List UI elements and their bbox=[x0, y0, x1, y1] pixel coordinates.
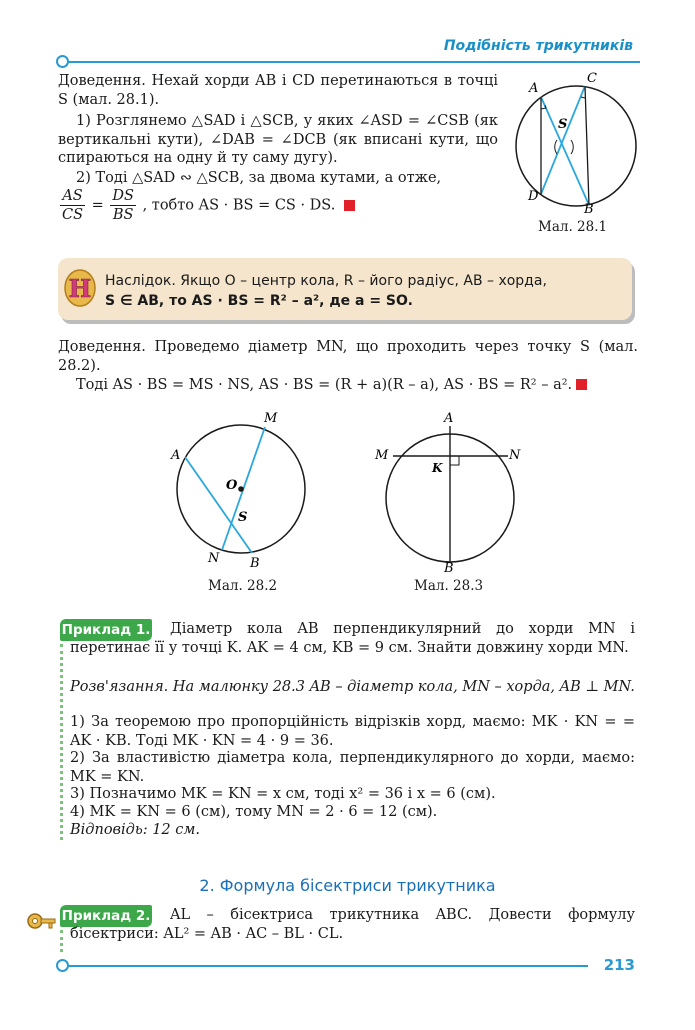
corollary-line2: S ∈ AB, то AS · BS = R² – a², де a = SO. bbox=[105, 293, 413, 310]
fig282-label-s: S bbox=[238, 510, 248, 525]
proof1-formula bbox=[58, 187, 498, 224]
example1-answer: Відповідь: 12 см. bbox=[70, 822, 201, 838]
fig281-label-a: A bbox=[529, 81, 539, 96]
running-header: Подібність трикутників bbox=[443, 38, 633, 54]
proof2-equation: Тоді AS · BS = MS · NS, AS · BS = (R + a)(R – a), AS · BS = R² – a². bbox=[76, 377, 573, 393]
example2-statement: AL – бісектриса трикутника ABC. Довести формулу бісектриси: AL² = AB · AC – BL · CL. bbox=[70, 907, 635, 942]
fraction-ds-bs bbox=[110, 187, 136, 224]
fig282-label-b: B bbox=[250, 556, 260, 571]
proof2-result bbox=[58, 376, 638, 395]
corollary-icon bbox=[62, 268, 98, 308]
example1-step3: 3) Позначимо MK = KN = x см, тоді x² = 36 і x = 6 (см). bbox=[70, 786, 496, 802]
example1-step2: 2) За властивістю діаметра кола, перпендикулярного до хорди, маємо: MK = KN. bbox=[70, 750, 635, 785]
corollary-line1: Наслідок. Якщо O – центр кола, R – його радіус, AB – хорда, bbox=[105, 273, 547, 289]
section-title: 2. Формула бісектриси трикутника bbox=[199, 876, 496, 895]
fraction-as-cs bbox=[60, 187, 85, 224]
fig281-label-d: D bbox=[528, 189, 539, 204]
example1-step4: 4) MK = KN = 6 (см), тому MN = 2 · 6 = 12 (см). bbox=[70, 804, 438, 820]
fig282-caption: Мал. 28.2 bbox=[208, 578, 278, 594]
figure-28-3 bbox=[370, 408, 530, 574]
fig283-label-n: N bbox=[509, 448, 521, 463]
example1-badge: Приклад 1. bbox=[60, 619, 152, 641]
example2-badge: Приклад 2. bbox=[60, 905, 152, 927]
fig282-label-n: N bbox=[208, 551, 220, 566]
equals-sign: = bbox=[91, 197, 104, 214]
fig283-label-m: M bbox=[375, 448, 389, 463]
frac2-num: DS bbox=[110, 187, 136, 206]
page-number: 213 bbox=[603, 956, 635, 974]
example2-dotted-margin bbox=[60, 930, 67, 952]
proof1-tail: , тобто AS · BS = CS · DS. bbox=[142, 197, 336, 214]
frac1-den: CS bbox=[62, 207, 84, 224]
corollary-icon-letter: Н bbox=[68, 274, 92, 303]
figure-28-2 bbox=[165, 405, 325, 575]
fig283-label-a: A bbox=[444, 411, 454, 426]
fig281-label-b: B bbox=[584, 202, 594, 216]
corollary-text bbox=[105, 271, 625, 312]
fig282-label-m: M bbox=[264, 411, 278, 426]
example1-step1: 1) За теоремою про пропорційність відрізків хорд, маємо: MK · KN = = AK · KB. Тоді MK · KN = 4 · 9 = 36. bbox=[70, 714, 635, 749]
fig283-label-k: K bbox=[432, 461, 443, 475]
proof1-intro: Доведення. Нехай хорди AB і CD перетинаються в точці S (мал. 28.1). bbox=[58, 73, 498, 108]
fig282-label-o: O bbox=[226, 478, 238, 493]
example1-dotted-margin bbox=[60, 644, 67, 840]
key-icon bbox=[26, 907, 56, 935]
footer-rule bbox=[68, 965, 588, 967]
proof1-step2: 2) Тоді △SAD ∾ △SCB, за двома кутами, а отже, bbox=[76, 170, 442, 186]
fig282-label-a: A bbox=[171, 448, 181, 463]
fig281-label-c: C bbox=[587, 71, 597, 86]
fig283-label-b: B bbox=[444, 561, 454, 574]
example1-statement: Діаметр кола AB перпендикулярний до хорди MN і перетинає її у точці K. AK = 4 см, KB = 9 см. Знайти довжину хорди MN. bbox=[70, 621, 635, 656]
fig283-caption: Мал. 28.3 bbox=[414, 578, 484, 594]
end-of-proof2-square bbox=[576, 379, 587, 390]
proof1-step1: 1) Розглянемо △SAD і △SCB, у яких ∠ASD = ∠CSB (як вертикальні кути), ∠DAB = ∠DCB (як вписані кути, що спираються на одну й ту саму дугу). bbox=[58, 113, 498, 167]
fig281-label-s: S bbox=[558, 117, 568, 132]
header-rule bbox=[68, 61, 640, 63]
end-of-proof-square bbox=[344, 200, 355, 211]
figure-28-1 bbox=[508, 68, 648, 216]
proof2-intro: Доведення. Проведемо діаметр MN, що проходить через точку S (мал. 28.2). bbox=[58, 339, 638, 374]
frac1-num: AS bbox=[60, 187, 85, 206]
frac2-den: BS bbox=[112, 207, 134, 224]
fig281-caption: Мал. 28.1 bbox=[538, 219, 608, 235]
example1-solution-intro: Розв'язання. На малюнку 28.3 AB – діаметр кола, MN – хорда, AB ⊥ MN. bbox=[70, 679, 635, 695]
